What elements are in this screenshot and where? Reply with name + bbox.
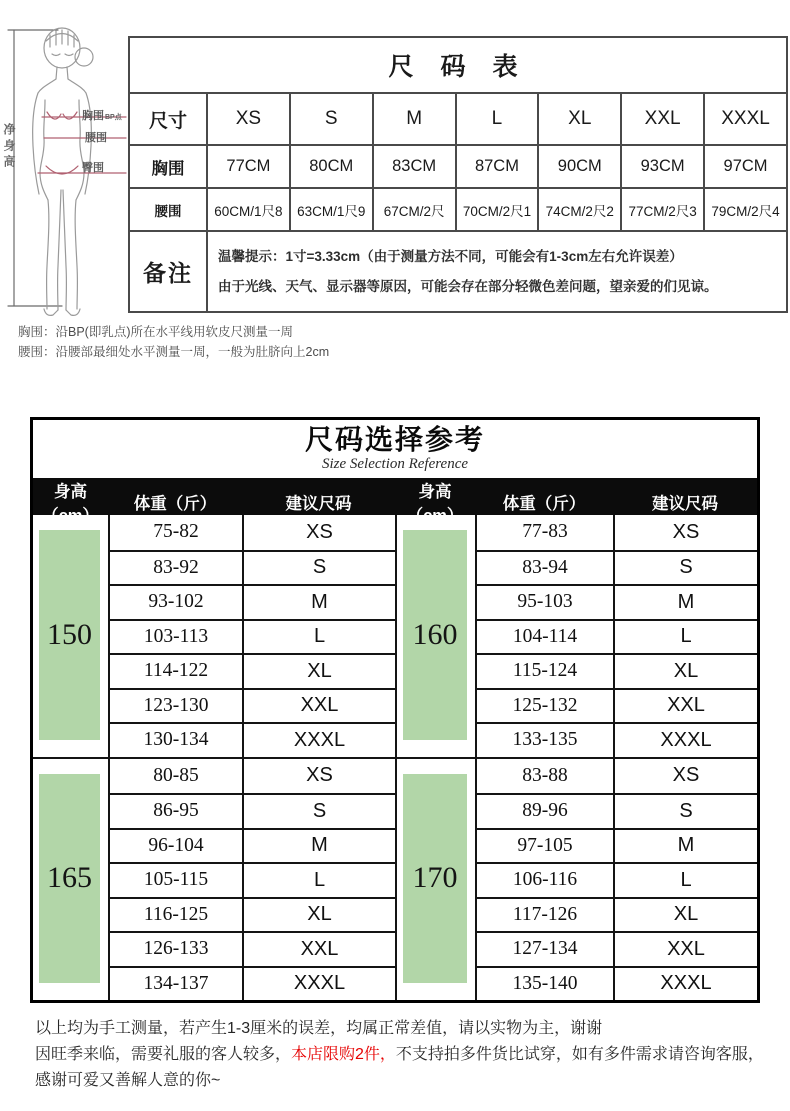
remark-text [208,242,786,300]
size-cell: M [373,93,456,145]
height-value-165: 165 [39,774,100,984]
footer-line-1: 以上均为手工测量，若产生1-3厘米的误差，均属正常差值，请以实物为主，谢谢 [35,1020,603,1037]
weight-range: 130-134 [108,722,242,757]
col-header-height: 身高（cm） [42,483,99,525]
selection-title: 尺码选择参考 [304,424,485,455]
size-chart-title-row [129,37,787,93]
height-cell [33,759,108,1001]
selection-title-block [33,420,757,478]
weight-range: 83-92 [108,550,242,585]
size-group-165 [33,757,395,1001]
weight-range: 75-82 [108,515,242,550]
figure-label-waist: 腰围 [85,132,107,144]
height-cell [395,515,475,757]
weight-range: 125-132 [475,688,613,723]
size-cell: XXXL [704,93,787,145]
weight-range: 135-140 [475,966,613,1001]
size-cell: XL [538,93,621,145]
measuring-notes [18,322,329,362]
size-group-150 [33,515,395,757]
height-value-150: 150 [39,530,100,740]
waist-cell: 63CM/1尺9 [290,188,373,231]
col-header-size: 建议尺码 [652,495,718,513]
bust-cell: 87CM [456,145,539,188]
weight-range: 96-104 [108,828,242,863]
col-header-weight: 体重（斤） [502,495,586,513]
weight-range: 106-116 [475,862,613,897]
suggested-size: XXL [242,688,395,723]
bust-cell: 83CM [373,145,456,188]
suggested-size: L [613,862,757,897]
weight-range: 116-125 [108,897,242,932]
waist-cell: 74CM/2尺2 [538,188,621,231]
size-chart-table [128,36,788,313]
size-selection-table [30,417,760,1003]
size-cell: XXL [621,93,704,145]
footer-line-2-post: 不支持拍多件货比试穿，如有多件需求请咨询客服， [395,1045,764,1063]
weight-range: 114-122 [108,653,242,688]
selection-subtitle: Size Selection Reference [321,455,469,472]
suggested-size: XL [242,653,395,688]
footer-notes [35,1016,764,1094]
figure-label-bust [82,107,122,123]
bust-cell: 77CM [207,145,290,188]
suggested-size: XXL [613,931,757,966]
size-chart-title: 尺 码 表 [129,37,787,93]
suggested-size: M [242,828,395,863]
bust-cell: 97CM [704,145,787,188]
suggested-size: L [242,619,395,654]
suggested-size: XXXL [613,966,757,1001]
bust-text: 胸围 [82,110,104,122]
height-value-170: 170 [403,774,467,984]
weight-range: 115-124 [475,653,613,688]
suggested-size: L [242,862,395,897]
size-group-170 [395,757,757,1001]
suggested-size: M [613,584,757,619]
waist-cell: 77CM/2尺3 [621,188,704,231]
suggested-size: S [613,550,757,585]
footer-line-3: 感谢可爱又善解人意的你~ [35,1071,221,1089]
size-row-header: 尺寸 [129,93,207,145]
size-cell: L [456,93,539,145]
weight-range: 123-130 [108,688,242,723]
selection-header-bar [33,478,757,525]
suggested-size: XL [613,897,757,932]
suggested-size: XS [613,759,757,794]
remark-row-header: 备注 [129,231,207,312]
suggested-size: XXXL [242,966,395,1001]
bust-cell: 80CM [290,145,373,188]
weight-range: 117-126 [475,897,613,932]
bust-cell: 90CM [538,145,621,188]
weight-range: 93-102 [108,584,242,619]
weight-range: 89-96 [475,793,613,828]
weight-range: 95-103 [475,584,613,619]
size-row [129,93,787,145]
suggested-size: S [242,793,395,828]
size-cell: S [290,93,373,145]
suggested-size: XS [242,515,395,550]
col-header-height: 身高（cm） [406,483,464,525]
bust-measure-note: 胸围：沿BP(即乳点)所在水平线用软皮尺测量一周 [18,325,294,339]
col-header-size: 建议尺码 [285,495,352,513]
waist-measure-note: 腰围：沿腰部最细处水平测量一周，一般为肚脐向上2cm [18,345,330,359]
waist-row [129,188,787,231]
suggested-size: XXXL [613,722,757,757]
size-cell: XS [207,93,290,145]
waist-row-header: 腰围 [129,188,207,231]
col-header-weight: 体重（斤） [133,495,217,513]
figure-sketch-icon [0,8,132,326]
footer-line-2 [35,1042,764,1068]
height-cell [33,515,108,757]
bust-row-header: 胸围 [129,145,207,188]
suggested-size: S [242,550,395,585]
weight-range: 83-94 [475,550,613,585]
weight-range: 77-83 [475,515,613,550]
suggested-size: XXL [242,931,395,966]
height-value-160: 160 [403,530,467,740]
suggested-size: XXL [613,688,757,723]
weight-range: 97-105 [475,828,613,863]
bust-cell: 93CM [621,145,704,188]
weight-range: 104-114 [475,619,613,654]
suggested-size: M [613,828,757,863]
waist-cell: 60CM/1尺8 [207,188,290,231]
remark-row [129,231,787,312]
weight-range: 83-88 [475,759,613,794]
figure-label-height: 净身高 [2,123,16,171]
weight-range: 105-115 [108,862,242,897]
weight-range: 86-95 [108,793,242,828]
weight-range: 80-85 [108,759,242,794]
footer-line-2-pre: 因旺季来临，需要礼服的客人较多， [35,1045,292,1063]
suggested-size: XS [613,515,757,550]
weight-range: 134-137 [108,966,242,1001]
selection-left-half [33,515,395,1000]
height-cell [395,759,475,1001]
weight-range: 133-135 [475,722,613,757]
size-group-160 [395,515,757,757]
weight-range: 103-113 [108,619,242,654]
remark-line-1: 温馨提示：1寸=3.33cm（由于测量方法不同，可能会有1-3cm左右允许误差） [218,249,683,265]
remark-line-2: 由于光线、天气、显示器等原因，可能会存在部分轻微色差问题，望亲爱的们见谅。 [218,278,718,294]
bp-point-text: BP点 [105,114,122,121]
suggested-size: S [613,793,757,828]
suggested-size: XS [242,759,395,794]
waist-cell: 70CM/2尺1 [456,188,539,231]
suggested-size: XL [242,897,395,932]
weight-range: 126-133 [108,931,242,966]
figure-label-hip: 臀围 [82,162,104,174]
body-measure-figure [0,8,132,326]
suggested-size: XXXL [242,722,395,757]
bust-row [129,145,787,188]
selection-body [33,515,757,1000]
waist-cell: 79CM/2尺4 [704,188,787,231]
weight-range: 127-134 [475,931,613,966]
selection-right-half [395,515,757,1000]
suggested-size: M [242,584,395,619]
suggested-size: L [613,619,757,654]
purchase-limit-highlight: 本店限购2件， [291,1045,396,1063]
suggested-size: XL [613,653,757,688]
waist-cell: 67CM/2尺 [373,188,456,231]
